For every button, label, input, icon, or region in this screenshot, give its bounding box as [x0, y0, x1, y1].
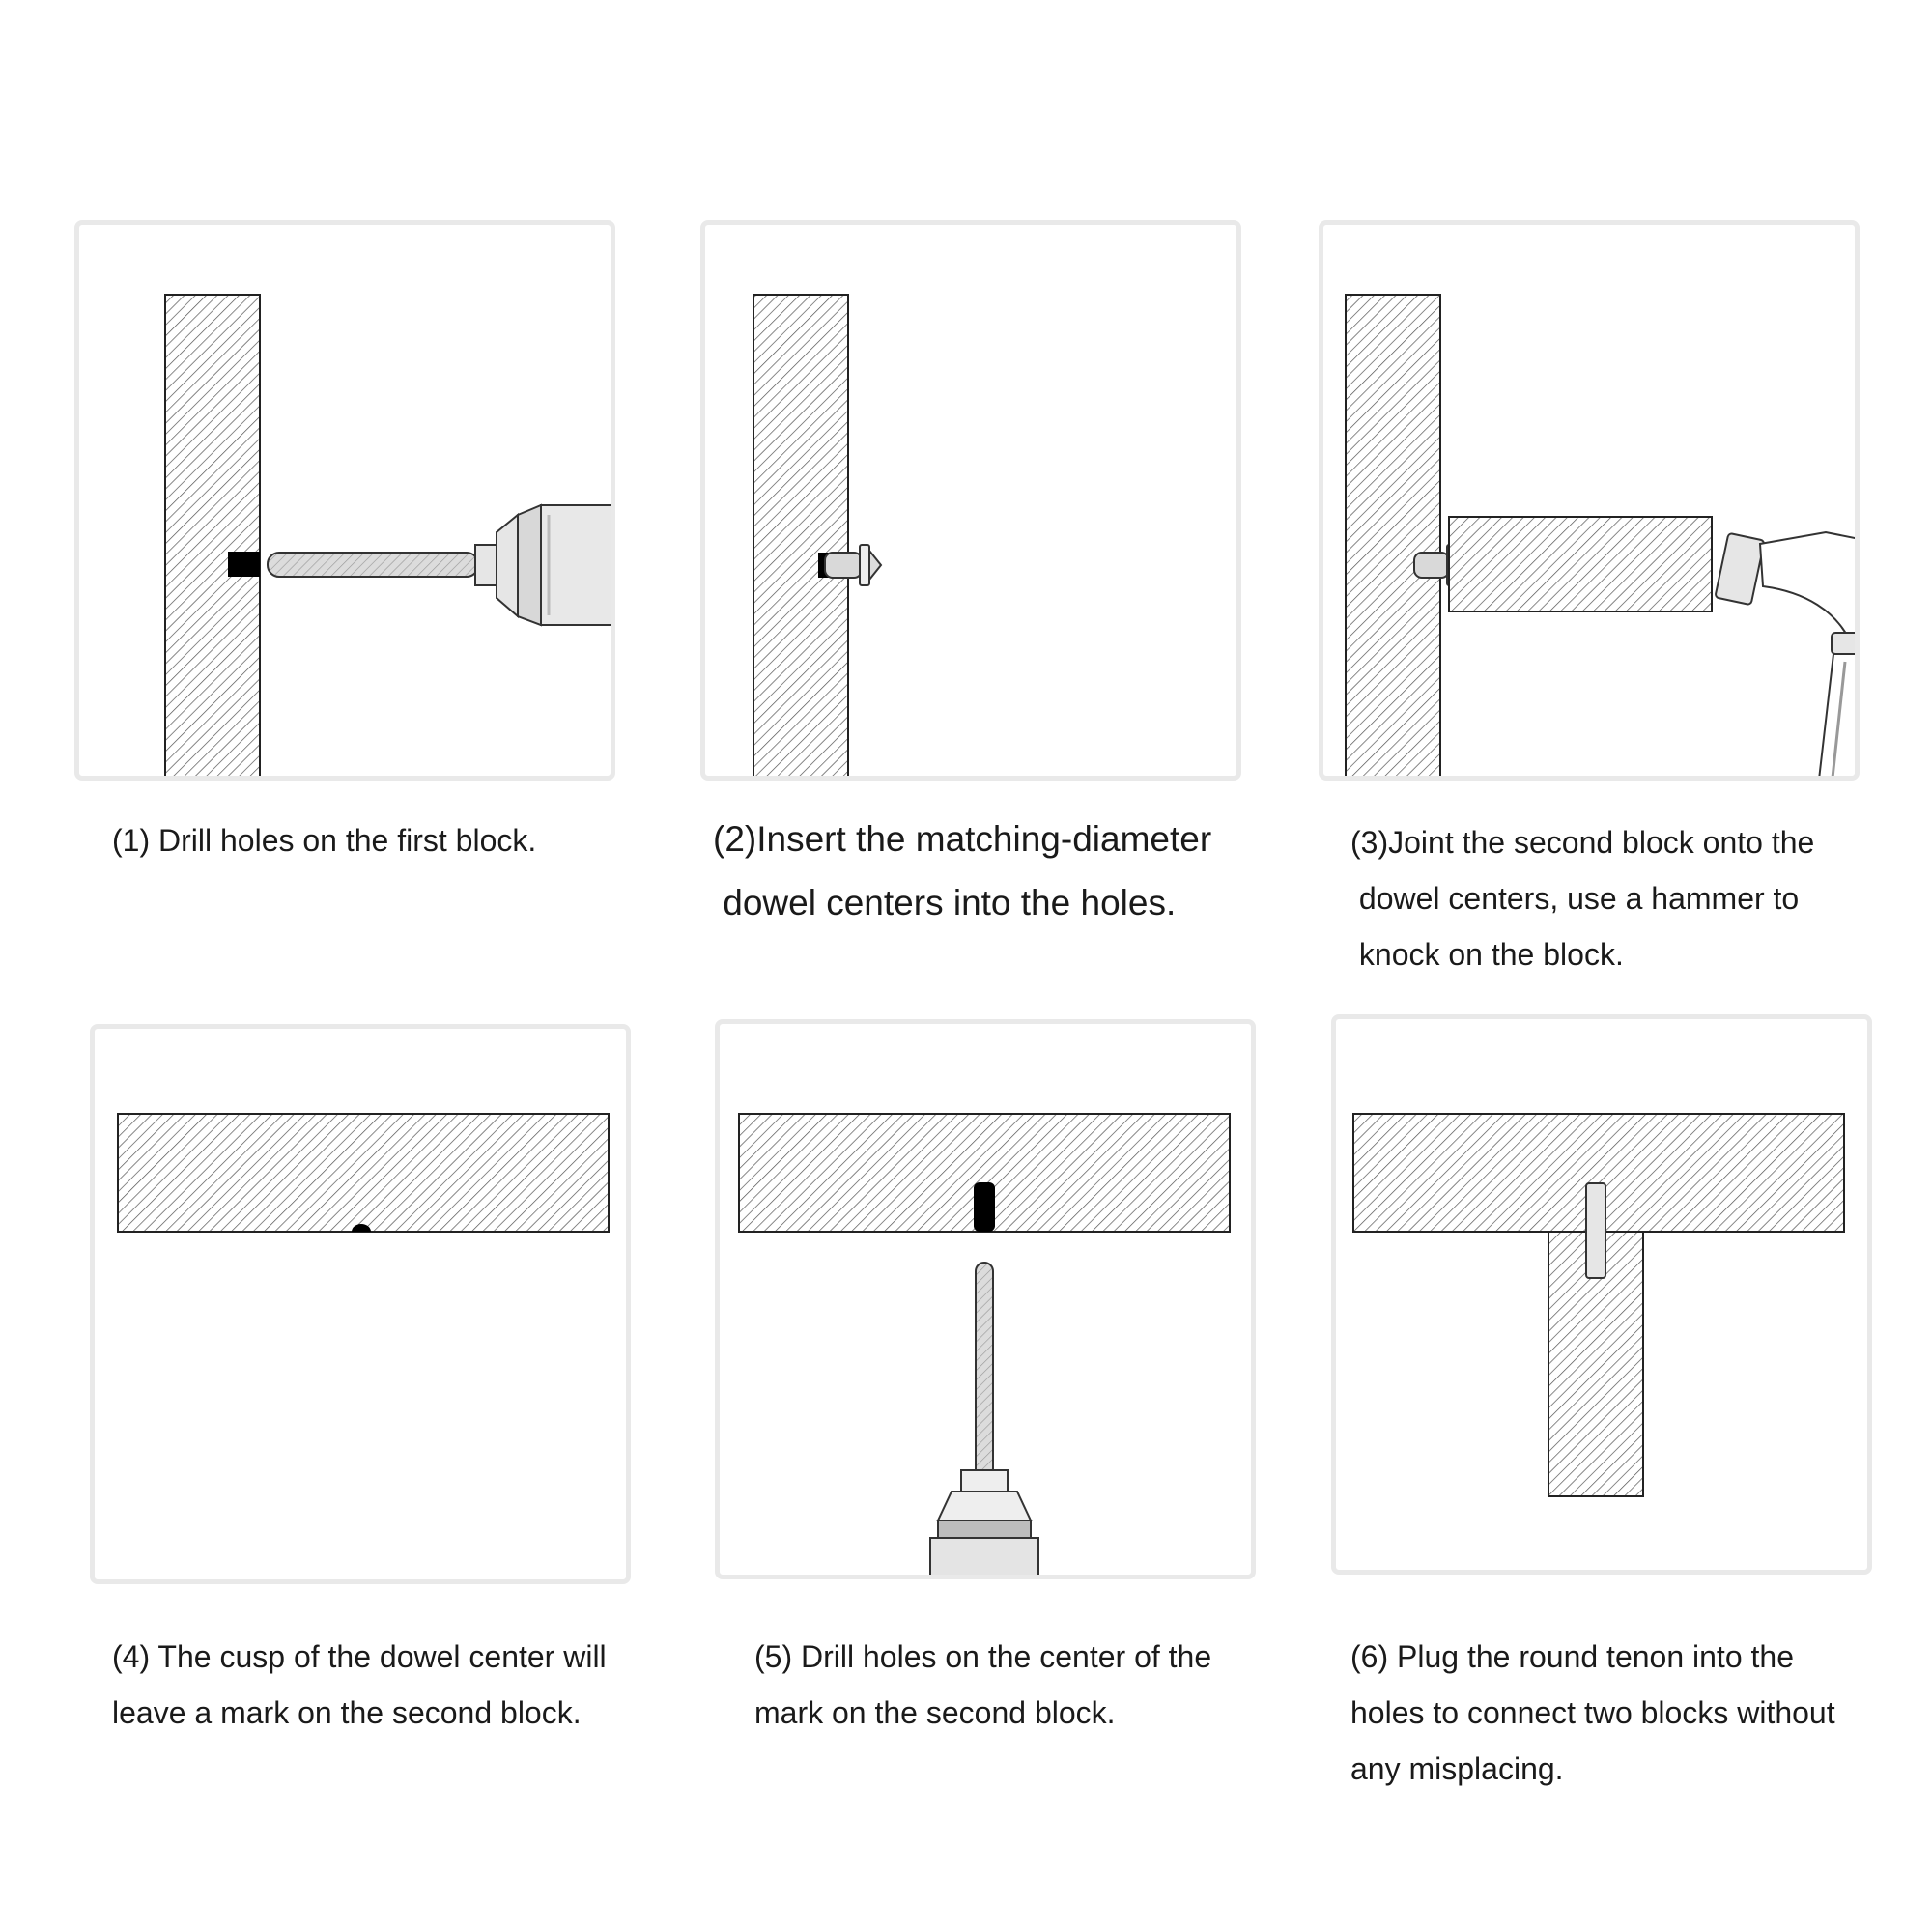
caption-line: (5) Drill holes on the center of the	[754, 1639, 1212, 1674]
caption-line: knock on the block.	[1350, 937, 1624, 972]
first-block	[753, 295, 848, 781]
step-2-caption	[713, 808, 1211, 935]
second-block	[1449, 517, 1712, 611]
hammer-icon	[1715, 532, 1860, 781]
step-3-panel	[1319, 220, 1860, 781]
caption-line: (6) Plug the round tenon into the	[1350, 1639, 1794, 1674]
caption-line: dowel centers into the holes.	[713, 883, 1177, 923]
step-6-panel	[1331, 1014, 1872, 1575]
step-5-panel	[715, 1019, 1256, 1579]
dowel-icon	[1586, 1183, 1605, 1278]
caption-line: (3)Joint the second block onto the	[1350, 825, 1815, 860]
step-1-caption	[112, 812, 536, 868]
step-3-caption	[1350, 814, 1814, 982]
drill-icon	[930, 1263, 1038, 1579]
drilled-hole	[974, 1182, 995, 1232]
caption-line: mark on the second block.	[754, 1695, 1116, 1730]
caption-line: leave a mark on the second block.	[112, 1695, 582, 1730]
caption-line: (1) Drill holes on the first block.	[112, 823, 537, 858]
step-4-panel	[90, 1024, 631, 1584]
caption-line: holes to connect two blocks without	[1350, 1695, 1835, 1730]
step-2-panel	[700, 220, 1241, 781]
first-block	[165, 295, 260, 781]
caption-line: (2)Insert the matching-diameter	[713, 819, 1212, 859]
step-6-caption	[1350, 1629, 1835, 1797]
drilled-hole	[228, 552, 260, 577]
caption-line: dowel centers, use a hammer to	[1350, 881, 1800, 916]
step-1-panel	[74, 220, 615, 781]
step-5-caption	[754, 1629, 1211, 1741]
step-4-caption	[112, 1629, 607, 1741]
drill-icon	[268, 505, 615, 625]
first-block	[1346, 295, 1440, 781]
caption-line: any misplacing.	[1350, 1751, 1564, 1786]
second-block	[118, 1114, 609, 1232]
caption-line: (4) The cusp of the dowel center will	[112, 1639, 607, 1674]
